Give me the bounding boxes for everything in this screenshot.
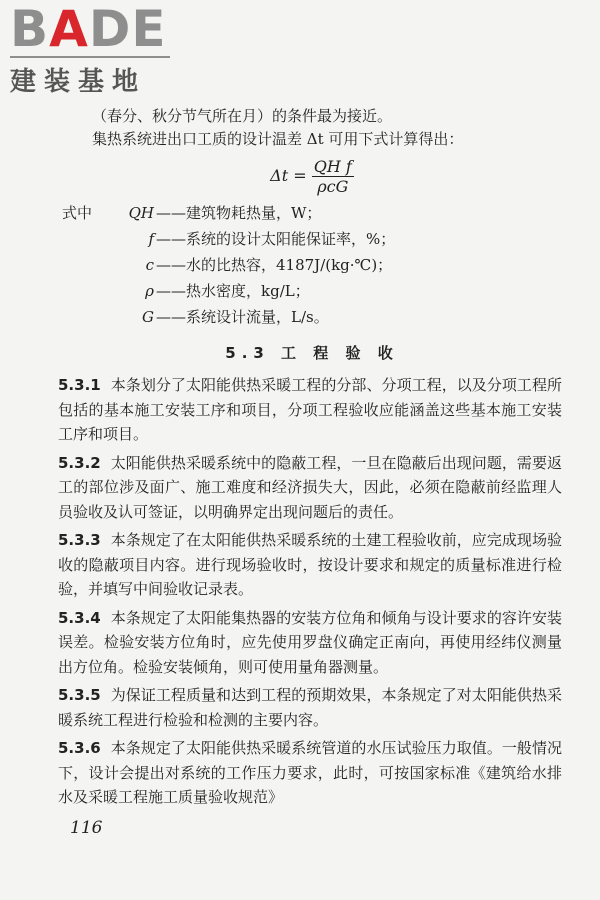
definition-row xyxy=(62,226,562,252)
clause-number: 5.3.6 xyxy=(58,739,101,757)
definition-symbol: QH xyxy=(128,204,154,222)
intro-line-1: （春分、秋分节气所在月）的条件最为接近。 xyxy=(92,107,393,125)
logo-letters-de: DE xyxy=(88,0,167,58)
clause-5-3-6 xyxy=(58,736,562,810)
logo-wordmark xyxy=(10,0,180,58)
clause-5-3-4 xyxy=(58,606,562,680)
definition-text: ——建筑物耗热量，W； xyxy=(156,204,322,222)
definitions xyxy=(62,200,562,330)
clause-5-3-3 xyxy=(58,528,562,602)
definitions-lead: 式中 xyxy=(62,204,93,222)
formula-denominator: ρcG xyxy=(317,177,349,196)
logo-letter-a: A xyxy=(49,0,89,58)
clause-number: 5.3.3 xyxy=(58,531,101,549)
clause-5-3-2 xyxy=(58,451,562,525)
clause-text: 本条规定了在太阳能供热采暖系统的土建工程验收前，应完成现场验收的隐蔽项目内容。进行现场验收时，按设计要求和规定的质量标准进行检验，并填写中间验收记录表。 xyxy=(58,531,562,598)
formula-lhs: Δt = xyxy=(270,166,307,185)
definition-symbol: G xyxy=(142,308,154,326)
clause-number: 5.3.4 xyxy=(58,608,101,627)
bade-logo xyxy=(10,0,180,98)
definition-row xyxy=(62,200,562,226)
clause-text: 本条规定了太阳能供热采暖系统管道的水压试验压力取值。一般情况下，设计会提出对系统的工作压力要求，此时，可按国家标准《建筑给水排水及采暖工程施工质量验收规范》 xyxy=(58,739,562,806)
formula-numerator: QH f xyxy=(313,157,352,176)
clause-text: 本条规定了太阳能集热器的安装方位角和倾角与设计要求的容许安装误差。检验安装方位角时，应先使用罗盘仪确定正南向，再使用经纬仪测量出方位角。检验安装倾角，则可使用量角器测量。 xyxy=(58,608,562,676)
clause-5-3-5 xyxy=(58,683,562,732)
definition-row xyxy=(62,252,562,278)
intro-line-2: 集热系统进出口工质的设计温差 Δt 可用下式计算得出： xyxy=(92,130,464,148)
page-content xyxy=(58,105,562,814)
clause-number: 5.3.2 xyxy=(58,453,101,472)
clause-number: 5.3.5 xyxy=(58,686,101,704)
definition-symbol: c xyxy=(145,256,154,274)
logo-chinese-text: 建装基地 xyxy=(10,67,147,97)
section-title: 5.3 工 程 验 收 xyxy=(225,344,399,362)
definition-text: ——热水密度，kg/L； xyxy=(156,282,310,300)
logo-letter-b: B xyxy=(10,0,50,58)
clause-text: 为保证工程质量和达到工程的预期效果，本条规定了对太阳能供热采暖系统工程进行检验和检测的主要内容。 xyxy=(58,686,562,729)
definition-symbol: ρ xyxy=(145,282,154,300)
definition-text: ——系统设计流量，L/s。 xyxy=(156,308,329,326)
definition-row xyxy=(62,278,562,304)
page-number: 116 xyxy=(70,818,103,838)
definition-symbol: f xyxy=(148,230,154,248)
definition-text: ——水的比热容，4187J/(kg·℃)； xyxy=(156,256,393,274)
clause-5-3-1 xyxy=(58,373,562,447)
clause-text: 太阳能供热采暖系统中的隐蔽工程，一旦在隐蔽后出现问题，需要返工的部位涉及面广、施工难度和经济损失大，因此，必须在隐蔽前经监理人员验收及认可签证，以明确界定出现问题后的责任。 xyxy=(58,453,562,521)
formula xyxy=(62,157,562,196)
definition-text: ——系统的设计太阳能保证率，%； xyxy=(156,230,396,248)
clause-number: 5.3.1 xyxy=(58,376,101,394)
clause-text: 本条划分了太阳能供热采暖工程的分部、分项工程，以及分项工程所包括的基本施工安装工序和项目，分项工程验收应能涵盖这些基本施工安装工序和项目。 xyxy=(58,376,562,443)
formula-fraction xyxy=(312,157,354,196)
definition-row xyxy=(62,304,562,330)
